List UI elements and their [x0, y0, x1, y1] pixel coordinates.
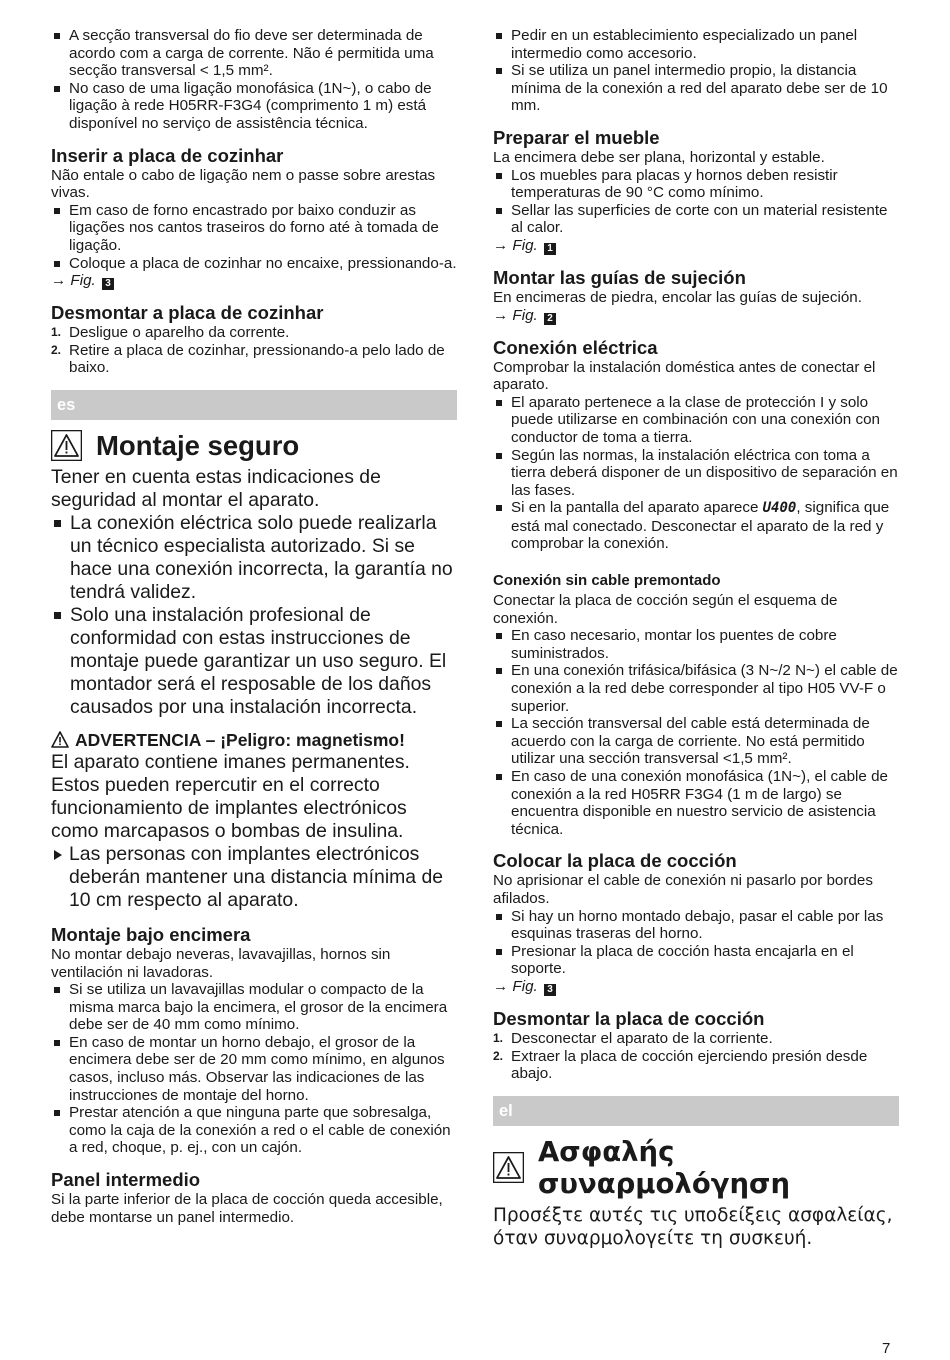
list-item: A secção transversal do fio deve ser determinada de acordo com a carga de corrente. Não é permitida uma secção transversal < 1,5 mm². — [51, 27, 457, 80]
list-item: Sellar las superficies de corte con un material resistente al calor. — [493, 202, 899, 237]
display-code: U400 — [762, 500, 797, 517]
section-intro: No montar debajo neveras, lavavajillas, hornos sin ventilación ni lavadoras. — [51, 945, 391, 981]
step-number: 1. — [51, 325, 62, 340]
chapter-title: Ασφαλής συναρμολόγηση — [538, 1135, 791, 1200]
warning-triangle-icon — [51, 731, 69, 748]
left-column — [51, 27, 457, 1226]
figure-label: Fig. — [512, 306, 538, 324]
warning-title: ADVERTENCIA – ¡Peligro: magnetismo! — [75, 729, 405, 750]
list-item — [493, 1030, 899, 1048]
list-item: El aparato pertenece a la clase de protección I y solo puede utilizarse en combinación con una conexión con conductor de toma a tierra. — [493, 394, 899, 447]
conexion-list — [493, 394, 899, 553]
section-intro: En encimeras de piedra, encolar las guías de sujeción. — [493, 288, 862, 306]
arrow-icon: → — [51, 272, 67, 290]
figure-number-badge: 3 — [544, 984, 556, 996]
list-item: Pedir en un establecimiento especializado un panel intermedio como accesorio. — [493, 27, 899, 62]
warning-text: El aparato contiene imanes permanentes. Estos pueden repercutir en el correcto funcionamiento de implantes electrónicos como marcapasos o bombas de insulina. — [51, 750, 410, 842]
figure-reference — [493, 978, 899, 996]
warning-triangle-icon — [51, 430, 82, 461]
colocar-list — [493, 908, 899, 978]
arrow-icon: → — [493, 236, 509, 254]
list-item: En una conexión trifásica/bifásica (3 N~/2 N~) el cable de conexión a la red debe corresponder al tipo H05 VV-F o superior. — [493, 662, 899, 715]
section-heading: Preparar el mueble — [493, 126, 660, 148]
bajo-encimera-list — [51, 981, 457, 1157]
list-item: Los muebles para placas y hornos deben resistir temperaturas de 90 °C como mínimo. — [493, 167, 899, 202]
section-intro: No aprisionar el cable de conexión ni pasarlo por bordes afilados. — [493, 872, 873, 907]
language-bar-el: el — [493, 1096, 899, 1126]
list-item: Em caso de forno encastrado por baixo conduzir as ligações nos cantos traseiros do forno até à tomada de ligação. — [51, 202, 457, 255]
section-intro: Comprobar la instalación doméstica antes de conectar el aparato. — [493, 358, 876, 394]
step-text: Extraer la placa de cocción ejerciendo presión desde abajo. — [511, 1047, 868, 1083]
figure-reference — [51, 272, 457, 290]
section-heading: Colocar la placa de cocción — [493, 850, 737, 872]
pt-desmontar-steps — [51, 324, 457, 377]
figure-number-badge: 3 — [102, 278, 114, 290]
list-item: No caso de uma ligação monofásica (1N~), o cabo de ligação à rede H05RR-F3G4 (comprimento 1 m) está disponível no serviço de assistência técnica. — [51, 80, 457, 133]
list-item — [51, 342, 457, 377]
section-heading: Desmontar a placa de cozinhar — [51, 302, 324, 324]
language-bar-es: es — [51, 390, 457, 420]
step-text: Desligue o aparelho da corrente. — [69, 324, 290, 342]
section-intro: Não entale o cabo de ligação nem o passe sobre arestas vivas. — [51, 166, 436, 202]
right-column — [493, 27, 899, 1250]
pt-bullets-top — [51, 27, 457, 133]
section-heading: Conexión eléctrica — [493, 336, 658, 358]
warning-triangle-icon — [493, 1152, 524, 1183]
pt-inserir-list — [51, 202, 457, 272]
list-item: En caso necesario, montar los puentes de cobre suministrados. — [493, 627, 899, 662]
warning-action: Las personas con implantes electrónicos deberán mantener una distancia mínima de 10 cm respecto al aparato. — [51, 843, 457, 912]
warning-heading — [51, 729, 457, 751]
figure-label: Fig. — [70, 272, 96, 290]
list-item: En caso de montar un horno debajo, el grosor de la encimera debe ser de 20 mm como mínimo, en algunos casos, incluso más. Observar las indicaciones de las instrucciones de montaje del horno. — [51, 1034, 457, 1104]
page-number: 7 — [882, 1340, 891, 1357]
text-fragment: Si en la pantalla del aparato aparece — [511, 499, 763, 517]
list-item — [493, 499, 899, 553]
es-safety-list — [51, 512, 457, 719]
figure-label: Fig. — [512, 977, 538, 995]
figure-label: Fig. — [512, 236, 538, 254]
panel-bullets — [493, 27, 899, 115]
list-item: Prestar atención a que ninguna parte que sobresalga, como la caja de la conexión a red o el cable de conexión a red, choque, p. ej., con un cajón. — [51, 1104, 457, 1157]
chapter-title: Montaje seguro — [96, 429, 300, 461]
section-intro: Conectar la placa de cocción según el esquema de conexión. — [493, 592, 838, 627]
step-number: 2. — [51, 342, 62, 357]
figure-reference — [493, 237, 899, 255]
list-item — [493, 1048, 899, 1083]
figure-reference — [493, 307, 899, 325]
section-heading: Montaje bajo encimera — [51, 923, 251, 945]
section-heading: Desmontar la placa de cocción — [493, 1007, 765, 1029]
chapter-intro: Tener en cuenta estas indicaciones de seguridad al montar el aparato. — [51, 465, 381, 511]
subsection-heading: Conexión sin cable premontado — [493, 572, 721, 590]
list-item: En caso de una conexión monofásica (1N~), el cable de conexión a la red H05RR F3G4 (1 m de largo) se encuentra disponible en nuestro servicio de asistencia técnica. — [493, 768, 899, 838]
figure-number-badge: 2 — [544, 313, 556, 325]
list-item: Si hay un horno montado debajo, pasar el cable por las esquinas traseras del horno. — [493, 908, 899, 943]
arrow-icon: → — [493, 306, 509, 324]
list-item: La conexión eléctrica solo puede realizarla un técnico especialista autorizado. Si se hace una conexión incorrecta, la garantía no tendrá validez. — [51, 512, 457, 604]
list-item: Coloque a placa de cozinhar no encaixe, pressionando-a. — [51, 255, 457, 273]
section-heading: Montar las guías de sujeción — [493, 266, 746, 288]
list-item: Solo una instalación profesional de conformidad con estas instrucciones de montaje puede garantizar un uso seguro. El montador será el resposable de los daños causados por una instalación incorrecta. — [51, 604, 457, 719]
step-text: Desconectar el aparato de la corriente. — [511, 1029, 773, 1047]
section-intro: La encimera debe ser plana, horizontal y estable. — [493, 148, 825, 166]
step-number: 1. — [493, 1030, 504, 1045]
arrow-icon: → — [493, 977, 509, 995]
section-intro: Si la parte inferior de la placa de cocción queda accesible, debe montarse un panel intermedio. — [51, 1191, 443, 1226]
text-fragment: , significa que está mal conectado. Desconectar el aparato de la red y comprobar la conexión. — [511, 499, 890, 553]
step-text: Retire a placa de cozinhar, pressionando-a pelo lado de baixo. — [69, 341, 445, 377]
chapter-heading — [51, 430, 457, 462]
section-heading: Inserir a placa de cozinhar — [51, 144, 284, 166]
list-item: Según las normas, la instalación eléctrica con toma a tierra deberá disponer de un dispositivo de separación en las fases. — [493, 447, 899, 500]
chapter-heading — [493, 1136, 899, 1200]
list-item: Si se utiliza un panel intermedio propio, la distancia mínima de la conexión a red del aparato debe ser de 10 mm. — [493, 62, 899, 115]
sin-cable-list — [493, 627, 899, 838]
desmontar-steps — [493, 1030, 899, 1083]
list-item: Presionar la placa de cocción hasta encajarla en el soporte. — [493, 943, 899, 978]
figure-number-badge: 1 — [544, 243, 556, 255]
list-item: Si se utiliza un lavavajillas modular o compacto de la misma marca bajo la encimera, el grosor de la encimera debe ser de 40 mm como mínimo. — [51, 981, 457, 1034]
section-heading: Panel intermedio — [51, 1169, 201, 1191]
list-item — [51, 324, 457, 342]
step-number: 2. — [493, 1048, 504, 1063]
list-item: La sección transversal del cable está determinada de acuerdo con la carga de corriente. No está permitido utilizar una sección transversal <1,5 mm². — [493, 715, 899, 768]
preparar-list — [493, 167, 899, 237]
chapter-intro: Προσέξτε αυτές τις υποδείξεις ασφαλείας, όταν συναρμολογείτε τη συσκευή. — [493, 1204, 893, 1249]
